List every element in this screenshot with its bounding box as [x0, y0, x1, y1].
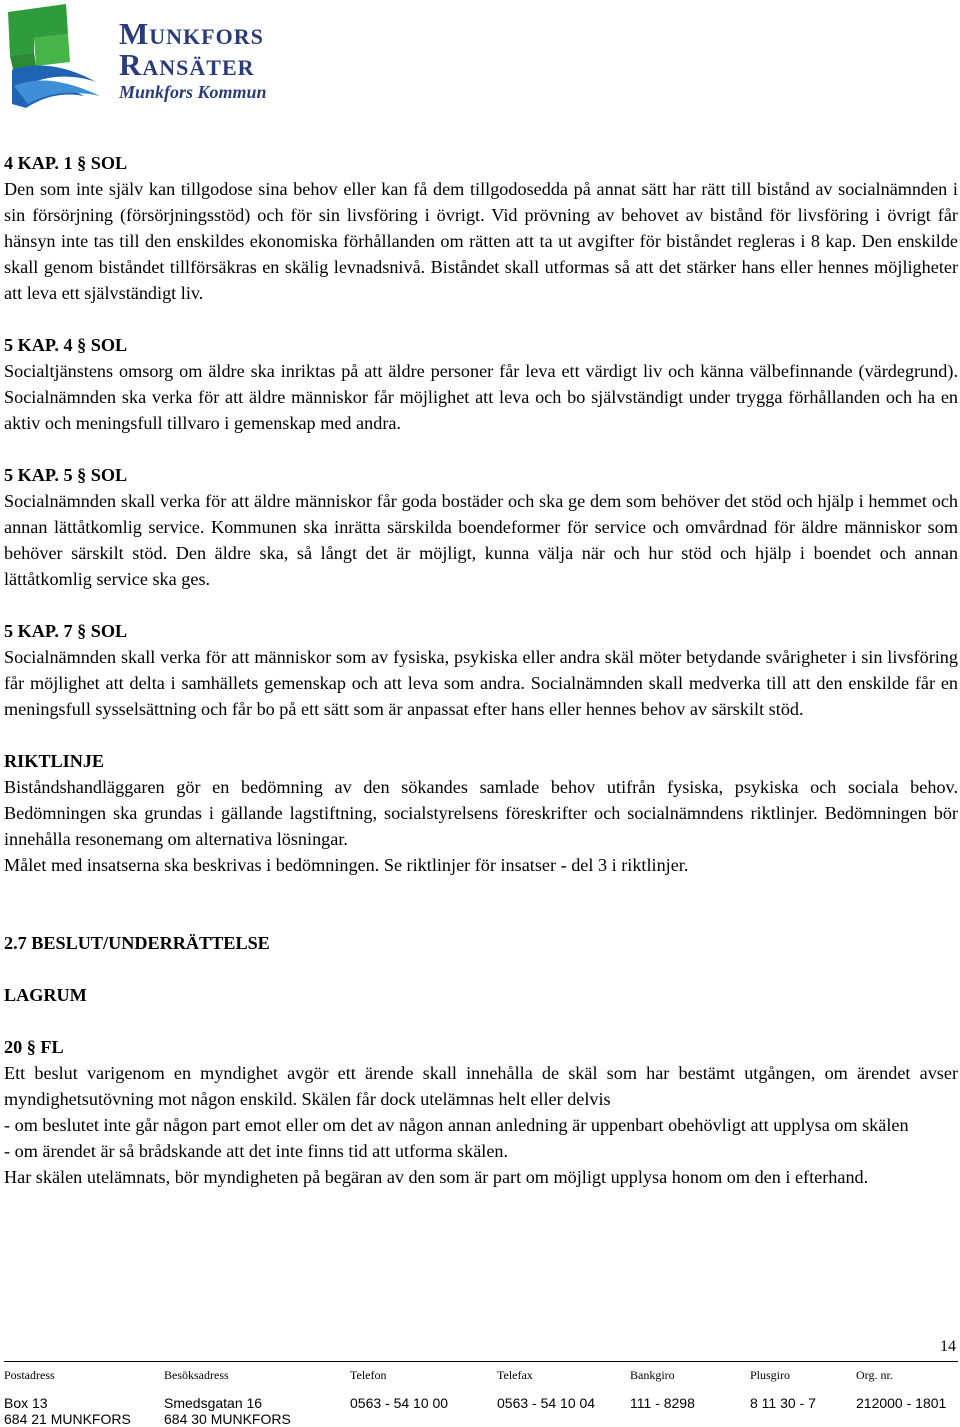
section-riktlinje — [4, 748, 958, 878]
footer-telefon — [350, 1365, 448, 1411]
municipality-logo — [4, 4, 284, 114]
section-heading: 5 KAP. 5 § SOL — [4, 465, 128, 485]
section-4kap1 — [4, 150, 958, 306]
footer-orgnr — [856, 1365, 946, 1411]
footer-value: Box 13 — [4, 1395, 48, 1411]
lagrum-heading: LAGRUM — [4, 985, 87, 1005]
footer-label: Org. nr. — [856, 1368, 893, 1382]
footer-label: Bankgiro — [630, 1368, 675, 1382]
footer-besoksadress — [164, 1365, 291, 1427]
footer-plusgiro — [750, 1365, 816, 1411]
logo-wordmark — [119, 18, 267, 104]
section-paragraph: Socialtjänstens omsorg om äldre ska inriktas på att äldre personer får leva ett värdigt liv och känna välbefinnande (värdegrund). Socialnämnden ska verka för att äldre människor får möjlighet att leva och bo självständigt under trygga förhållanden och ha en aktiv och meningsfull tillvaro i gemenskap med andra. — [4, 361, 958, 433]
section-heading: RIKTLINJE — [4, 751, 105, 771]
logo-line-3: Munkfors Kommun — [119, 82, 267, 102]
footer-divider — [4, 1361, 958, 1362]
footer-value: 111 - 8298 — [630, 1395, 695, 1411]
chapter-heading: 2.7 BESLUT/UNDERRÄTTELSE — [4, 933, 270, 953]
logo-line-2: Ransäter — [119, 47, 255, 82]
section-paragraph: Har skälen utelämnats, bör myndigheten på begäran av den som är part om möjligt upplysa honom om den i efterhand. — [4, 1167, 869, 1187]
footer-value: 684 30 MUNKFORS — [164, 1411, 291, 1427]
logo-emblem-icon — [4, 4, 114, 110]
section-5kap4 — [4, 332, 958, 436]
section-paragraph: Den som inte själv kan tillgodose sina behov eller kan få dem tillgodosedda på annat sätt har rätt till bistånd av socialnämnden i sin försörjning (försörjningsstöd) och för sin livsföring i övrigt. Vid prövning av behovet av bistånd för livsföring i övrigt får hänsyn inte tas till den enskildes ekonomiska förhållanden om rätten att ta ut avgifter för biståndet regleras i 8 kap. Den enskilde skall genom biståndet tillförsäkras en skälig levnadsnivå. Biståndet skall utformas så att det stärker hans eller hennes möjligheter att leva ett självständigt liv. — [4, 179, 958, 303]
section-5kap7 — [4, 618, 958, 722]
footer-label: Plusgiro — [750, 1368, 791, 1382]
section-paragraph: Socialnämnden skall verka för att människor som av fysiska, psykiska eller andra skäl möter betydande svårigheter i sin livsföring får möjlighet att delta i samhällets gemenskap och att leva som andra. Socialnämnden skall medverka till att den enskilde får en meningsfull sysselsättning och får bo på ett sätt som är anpassat efter hans eller hennes behov av särskilt stöd. — [4, 647, 958, 719]
section-heading: 20 § FL — [4, 1037, 64, 1057]
section-heading: 5 KAP. 4 § SOL — [4, 335, 128, 355]
footer-telefax — [497, 1365, 595, 1411]
section-heading: 5 KAP. 7 § SOL — [4, 621, 128, 641]
section-paragraph: Biståndshandläggaren gör en bedömning av den sökandes samlade behov utifrån fysiska, psykiska och sociala behov. Bedömningen ska grundas i gällande lagstiftning, socialstyrelsens föreskrifter och socialnämndens riktlinjer. Bedömningen bör innehålla resonemang om alternativa lösningar. — [4, 777, 958, 849]
footer-label: Postadress — [4, 1368, 55, 1382]
section-paragraph: - om ärendet är så brådskande att det inte finns tid att utforma skälen. — [4, 1141, 509, 1161]
footer-bankgiro — [630, 1365, 695, 1411]
section-paragraph: Målet med insatserna ska beskrivas i bedömningen. Se riktlinjer för insatser - del 3 i riktlinjer. — [4, 855, 689, 875]
section-20fl — [4, 1034, 958, 1190]
section-heading: 4 KAP. 1 § SOL — [4, 153, 128, 173]
footer-value: 0563 - 54 10 04 — [497, 1395, 596, 1411]
section-paragraph: - om beslutet inte går någon part emot eller om det av någon annan anledning är uppenbart obehövligt att upplysa om skälen — [4, 1115, 909, 1135]
footer-value: Smedsgatan 16 — [164, 1395, 263, 1411]
footer-label: Besöksadress — [164, 1368, 229, 1382]
section-paragraph: Ett beslut varigenom en myndighet avgör ett ärende skall innehålla de skäl som har bestämt utgången, om ärendet avser myndighetsutövning mot någon enskild. Skälen får dock utelämnas helt eller delvis — [4, 1063, 958, 1109]
footer-label: Telefax — [497, 1368, 533, 1382]
logo-line-1: Munkfors — [119, 16, 264, 51]
footer-label: Telefon — [350, 1368, 387, 1382]
section-5kap5 — [4, 462, 958, 592]
footer-value: 0563 - 54 10 00 — [350, 1395, 449, 1411]
section-paragraph: Socialnämnden skall verka för att äldre människor får goda bostäder och ska ge dem som behöver det stöd och hjälp i hemmet och annan lättåtkomlig service. Kommunen ska inrätta särskilda boendeformer för service och omvårdnad för äldre människor som behöver särskilt stöd. Den äldre ska, så långt det är möjligt, kunna välja när och hur stöd och hjälp i boendet och annan lättåtkomlig service ska ges. — [4, 491, 958, 589]
footer-value: 212000 - 1801 — [856, 1395, 947, 1411]
document-body — [4, 150, 958, 1190]
footer-postadress — [4, 1365, 131, 1427]
footer-value: 8 11 30 - 7 — [750, 1395, 816, 1411]
footer-value: 684 21 MUNKFORS — [4, 1411, 131, 1427]
page-number: 14 — [940, 1338, 956, 1355]
